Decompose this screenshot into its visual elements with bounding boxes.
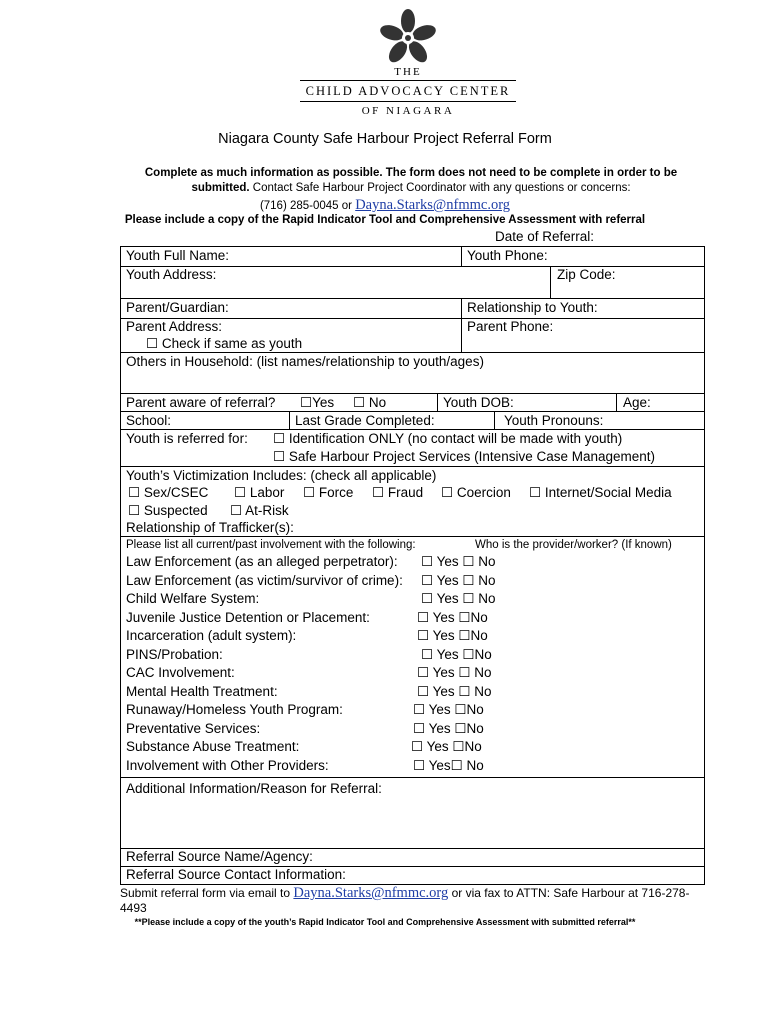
involvement-yes-no-checkboxes[interactable]: ☐ Yes ☐ No bbox=[421, 572, 496, 588]
cac-logo bbox=[300, 8, 516, 116]
relationship-to-youth-field[interactable]: Relationship to Youth: bbox=[467, 300, 598, 315]
involvement-yes-no-checkboxes[interactable]: ☐ Yes ☐No bbox=[417, 609, 488, 625]
youth-dob-field[interactable]: Youth DOB: bbox=[443, 395, 514, 410]
parent-aware-label: Parent aware of referral? bbox=[126, 395, 276, 410]
form-title: Niagara County Safe Harbour Project Referral Form bbox=[218, 131, 552, 147]
submit-suffix: or via fax to ATTN: Safe Harbour at 716-278-4493 bbox=[120, 886, 690, 915]
youth-phone-field[interactable]: Youth Phone: bbox=[467, 248, 548, 263]
submit-instructions bbox=[120, 886, 710, 916]
involvement-yes-no-checkboxes[interactable]: ☐ Yes ☐ No bbox=[421, 554, 496, 569]
additional-info-field[interactable]: Additional Information/Reason for Referral: bbox=[126, 781, 382, 796]
involvement-label: Incarceration (adult system): bbox=[126, 628, 297, 643]
include-note: Please include a copy of the Rapid Indicator Tool and Comprehensive Assessment with referral bbox=[124, 214, 646, 226]
youth-full-name-field[interactable]: Youth Full Name: bbox=[126, 248, 230, 263]
involvement-yes-no-checkboxes[interactable]: ☐ Yes ☐No bbox=[413, 720, 484, 736]
contact-phone: (716) 285-0045 or bbox=[259, 200, 356, 212]
sex-csec-checkbox[interactable]: ☐ Sex/CSEC bbox=[128, 485, 209, 500]
involvement-yes-no-checkboxes[interactable]: ☐ Yes ☐No bbox=[413, 702, 484, 717]
involvement-label: Preventative Services: bbox=[126, 720, 261, 736]
involvement-yes-no-checkboxes[interactable]: ☐ Yes ☐ No bbox=[421, 591, 496, 606]
involvement-yes-no-checkboxes[interactable]: ☐ Yes ☐No bbox=[417, 628, 488, 643]
others-in-household-field[interactable]: Others in Household: (list names/relationship to youth/ages) bbox=[126, 354, 484, 369]
involvement-label: Law Enforcement (as victim/survivor of crime): bbox=[126, 572, 403, 588]
intro-text bbox=[116, 166, 706, 196]
referral-source-field[interactable]: Referral Source Name/Agency: bbox=[126, 849, 313, 864]
force-checkbox[interactable]: ☐ Force bbox=[303, 485, 354, 500]
internet-social-media-checkbox[interactable]: ☐ Internet/Social Media bbox=[529, 485, 672, 500]
last-grade-field[interactable]: Last Grade Completed: bbox=[295, 413, 435, 428]
parent-phone-field[interactable]: Parent Phone: bbox=[467, 319, 554, 334]
parent-address-field[interactable]: Parent Address: bbox=[126, 319, 223, 334]
age-field[interactable]: Age: bbox=[623, 395, 651, 410]
coercion-checkbox[interactable]: ☐ Coercion bbox=[441, 485, 511, 500]
involvement-yes-no-checkboxes[interactable]: ☐ Yes☐ No bbox=[413, 757, 484, 773]
referral-form-table bbox=[120, 246, 704, 884]
provider-header: Who is the provider/worker? (If known) bbox=[475, 539, 672, 551]
involvement-label: Involvement with Other Providers: bbox=[126, 757, 329, 773]
involvement-label: PINS/Probation: bbox=[126, 646, 223, 662]
contact-line bbox=[0, 197, 770, 214]
involvement-yes-no-checkboxes[interactable]: ☐ Yes ☐ No bbox=[417, 683, 492, 699]
involvement-label: Mental Health Treatment: bbox=[126, 683, 278, 699]
fraud-checkbox[interactable]: ☐ Fraud bbox=[372, 485, 424, 500]
footer-note: **Please include a copy of the youth’s Rapid Indicator Tool and Comprehensive Assessment with submitted referral** bbox=[134, 917, 636, 927]
referred-for-label: Youth is referred for: bbox=[126, 431, 248, 446]
referral-contact-field[interactable]: Referral Source Contact Information: bbox=[126, 867, 346, 882]
involvement-yes-no-checkboxes[interactable]: ☐ Yes ☐No bbox=[411, 739, 482, 754]
logo-line-cac: CHILD ADVOCACY CENTER bbox=[300, 80, 516, 102]
involvement-label: Child Welfare System: bbox=[126, 591, 260, 606]
intro-bold: Complete as much information as possible. The form does not need to be complete in order to be submitted. bbox=[144, 167, 678, 194]
intro-normal: Contact Safe Harbour Project Coordinator with any questions or concerns: bbox=[249, 182, 631, 194]
contact-email-link[interactable]: Dayna.Starks@nfmmc.org bbox=[355, 197, 511, 213]
involvement-label: Substance Abuse Treatment: bbox=[126, 739, 300, 754]
hands-star-icon bbox=[376, 8, 440, 64]
date-of-referral-label[interactable]: Date of Referral: bbox=[495, 229, 595, 244]
submit-prefix: Submit referral form via email to bbox=[120, 886, 294, 900]
trafficker-relationship-field[interactable]: Relationship of Trafficker(s): bbox=[126, 520, 294, 535]
involvement-label: Juvenile Justice Detention or Placement: bbox=[126, 609, 370, 625]
involvement-header: Please list all current/past involvement with the following: bbox=[126, 539, 416, 551]
logo-line-the: THE bbox=[394, 66, 422, 78]
submit-email-link[interactable]: Dayna.Starks@nfmmc.org bbox=[293, 885, 449, 901]
same-as-youth-checkbox[interactable]: ☐ Check if same as youth bbox=[146, 336, 303, 351]
youth-pronouns-field[interactable]: Youth Pronouns: bbox=[504, 413, 604, 428]
victimization-label: Youth’s Victimization Includes: (check all applicable) bbox=[126, 468, 437, 483]
safe-harbour-services-checkbox[interactable]: ☐ Safe Harbour Project Services (Intensive Case Management) bbox=[273, 449, 656, 464]
involvement-label: CAC Involvement: bbox=[126, 665, 235, 680]
involvement-yes-no-checkboxes[interactable]: ☐ Yes ☐ No bbox=[417, 665, 492, 680]
suspected-checkbox[interactable]: ☐ Suspected bbox=[128, 503, 208, 518]
labor-checkbox[interactable]: ☐ Labor bbox=[234, 485, 285, 500]
zip-code-field[interactable]: Zip Code: bbox=[557, 267, 616, 282]
parent-guardian-field[interactable]: Parent/Guardian: bbox=[126, 300, 229, 315]
involvement-yes-no-checkboxes[interactable]: ☐ Yes ☐No bbox=[421, 646, 492, 662]
parent-aware-no-checkbox[interactable]: ☐ No bbox=[353, 395, 387, 410]
youth-address-field[interactable]: Youth Address: bbox=[126, 267, 217, 282]
identification-only-checkbox[interactable]: ☐ Identification ONLY (no contact will be made with youth) bbox=[273, 431, 623, 446]
involvement-label: Law Enforcement (as an alleged perpetrator): bbox=[126, 554, 398, 569]
parent-aware-yes-checkbox[interactable]: ☐Yes bbox=[300, 395, 335, 410]
involvement-label: Runaway/Homeless Youth Program: bbox=[126, 702, 343, 717]
school-field[interactable]: School: bbox=[126, 413, 172, 428]
logo-line-of: OF NIAGARA bbox=[361, 105, 455, 117]
at-risk-checkbox[interactable]: ☐ At-Risk bbox=[230, 503, 289, 518]
